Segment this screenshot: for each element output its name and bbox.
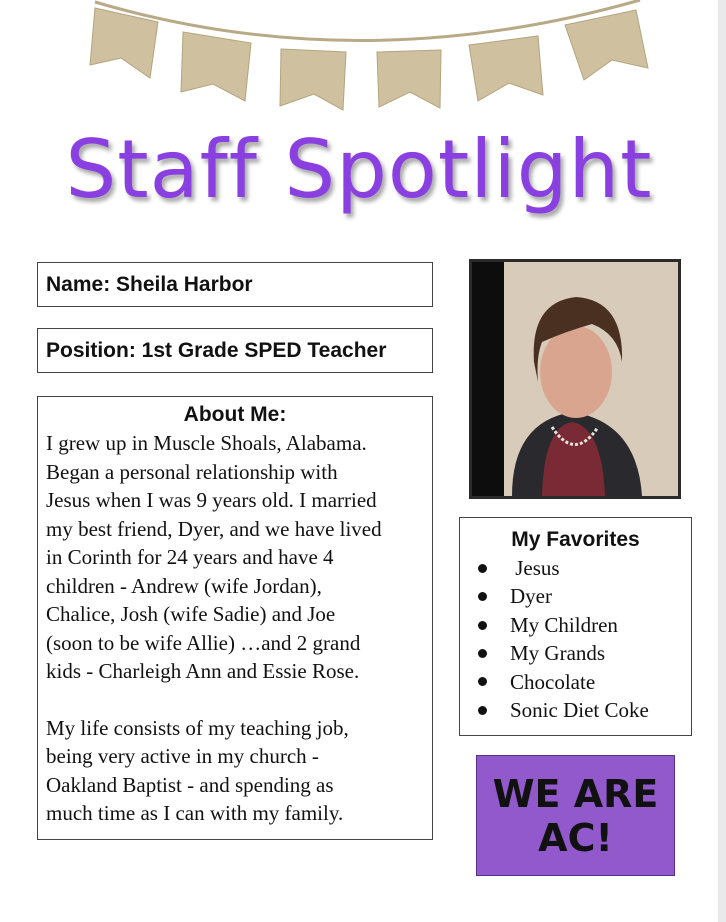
bullet-icon <box>478 649 487 658</box>
pennant <box>181 32 251 101</box>
about-me-box <box>37 396 433 840</box>
list-item: My Children <box>478 611 691 639</box>
list-item: Dyer <box>478 582 691 610</box>
favorites-list <box>460 554 691 724</box>
list-item: Jesus <box>478 554 691 582</box>
favorites-heading: My Favorites <box>511 528 640 551</box>
bullet-icon <box>478 592 487 601</box>
bullet-icon <box>478 564 487 573</box>
pennant <box>90 8 158 78</box>
pennant <box>565 10 648 80</box>
pennant <box>377 50 441 108</box>
page-edge <box>718 0 726 922</box>
pennant <box>469 36 543 101</box>
bullet-icon <box>478 706 487 715</box>
about-me-heading: About Me: <box>183 403 287 426</box>
bullet-icon <box>478 621 487 630</box>
position-box: Position: 1st Grade SPED Teacher <box>37 328 433 373</box>
we-are-ac-banner <box>476 755 675 876</box>
staff-photo <box>469 259 681 499</box>
about-me-paragraph-2: My life consists of my teaching job, being very active in my church - Oakland Baptist - and spending as much time as I can with my family. <box>46 715 349 825</box>
portrait-image <box>472 262 678 496</box>
pennant <box>280 49 346 110</box>
list-item: My Grands <box>478 639 691 667</box>
page-title: Staff Spotlight <box>65 123 653 216</box>
banner-text: WE ARE AC! <box>492 771 659 860</box>
list-item: Sonic Diet Coke <box>478 696 691 724</box>
favorites-box <box>459 517 692 736</box>
bunting-decoration <box>0 0 726 120</box>
about-me-paragraph-1: I grew up in Muscle Shoals, Alabama. Began a personal relationship with Jesus when I was 9 years old. I married my best friend, Dyer, and we have lived in Corinth for 24 years and have 4 children - Andrew (wife Jordan), Chalice, Josh (wife Sadie) and Joe (soon to be wife Allie) …and 2 grand kids - Charleigh Ann and Essie Rose. <box>46 431 382 683</box>
list-item: Chocolate <box>478 668 691 696</box>
name-box: Name: Sheila Harbor <box>37 262 433 307</box>
bullet-icon <box>478 677 487 686</box>
